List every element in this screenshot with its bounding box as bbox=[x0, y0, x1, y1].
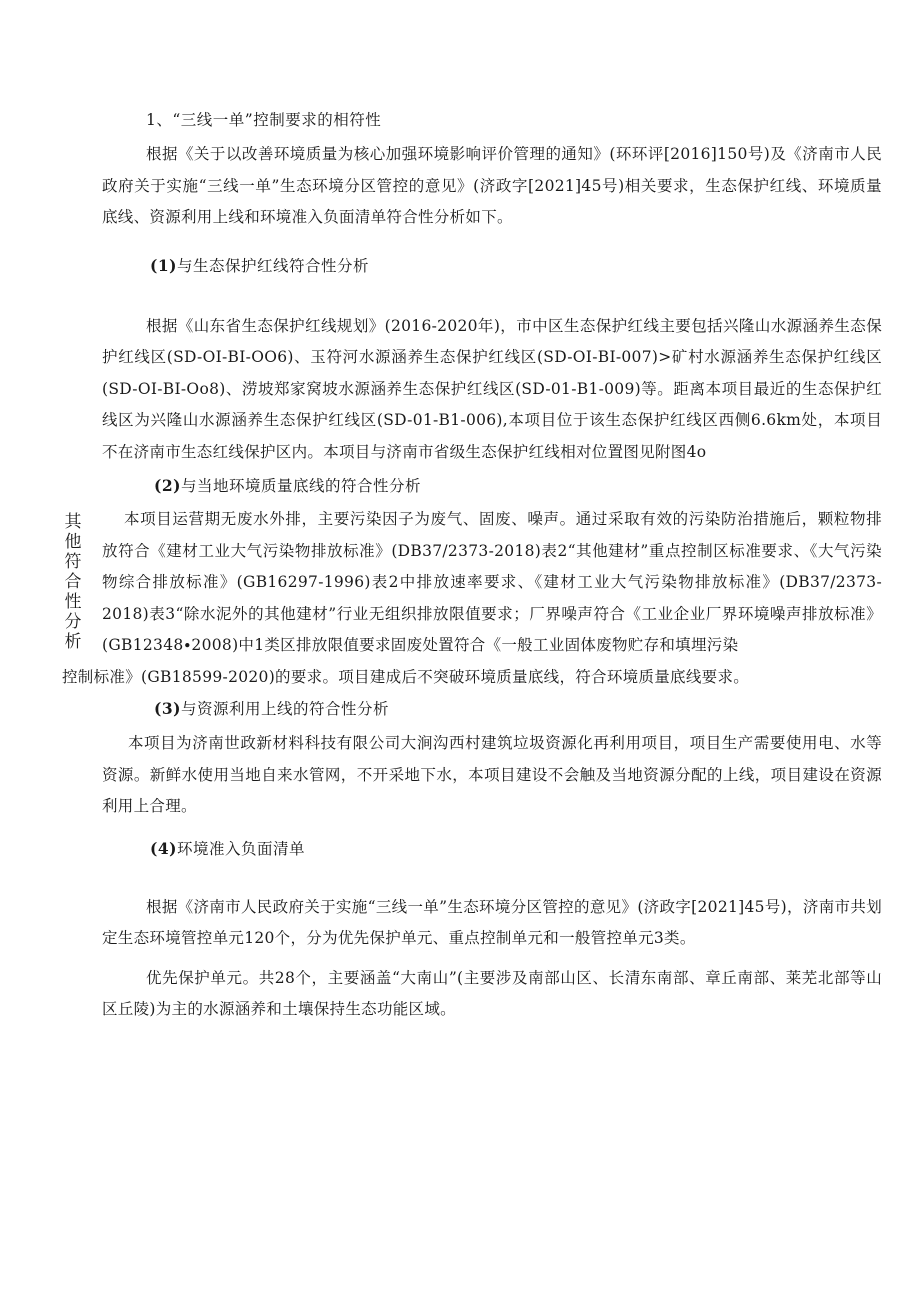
sub3-heading-num: (3) bbox=[154, 699, 181, 718]
side-label: 其他符合性分析 bbox=[64, 512, 82, 652]
section1-intro: 根据《关于以改善环境质量为核心加强环境影响评价管理的通知》(环环评[2016]150号)及《济南市人民政府关于实施“三线一单”生态环境分区管控的意见》(济政字[2021]45号)相关要求，生态保护红线、环境质量底线、资源利用上线和环境准入负面清单符合性分析如下。 bbox=[102, 145, 882, 226]
sub3-heading bbox=[154, 697, 882, 728]
sub3-body: 本项目为济南世政新材料科技有限公司大涧沟西村建筑垃圾资源化再利用项目，项目生产需要使用电、水等资源。新鲜水使用当地自来水管网，不开采地下水，本项目建设不会触及当地资源分配的上线，项目建设在资源利用上合理。 bbox=[102, 734, 882, 815]
sub2-heading-text: 与当地环境质量底线的符合性分析 bbox=[180, 477, 421, 495]
sub1-heading bbox=[150, 254, 882, 285]
section1-heading: 1、“三线一单”控制要求的相符性 bbox=[146, 111, 382, 129]
sub1-heading-num: (1) bbox=[150, 255, 177, 275]
sub2-heading bbox=[154, 474, 882, 504]
sub4-body1: 根据《济南市人民政府关于实施“三线一单”生态环境分区管控的意见》(济政字[2021]45号)，济南市共划定生态环境管控单元120个，分为优先保护单元、重点控制单元和一般管控单元3类。 bbox=[102, 897, 882, 947]
sub3-heading-text: 与资源利用上线的符合性分析 bbox=[180, 700, 389, 718]
sub2-heading-num: (2) bbox=[154, 476, 181, 495]
sub4-heading-text: 环境准入负面清单 bbox=[176, 839, 305, 858]
sub2-body-main: 本项目运营期无废水外排，主要污染因子为废气、固废、噪声。通过采取有效的污染防治措施后，颗粒物排放符合《建材工业大气污染物排放标准》(DB37/2373-2018)表2“其他建材”重点控制区标准要求、《大气污染物综合排放标准》(GB16297-1996)表2中排放速率要求、《建材工业大气污染物排放标准》(DB37/2373-2018)表3“除水泥外的其他建材”行业无组织排放限值要求；厂界噪声符合《工业企业厂界环境噪声排放标准》(GB12348∙2008)中1类区排放限值要求固废处置符合《一般工业固体废物贮存和填埋污染 bbox=[102, 510, 882, 654]
sub4-heading-num: (4) bbox=[150, 838, 177, 858]
sub2-body-last: 控制标准》(GB18599-2020)的要求。项目建成后不突破环境质量底线，符合环境质量底线要求。 bbox=[62, 667, 750, 686]
sub1-body: 根据《山东省生态保护红线规划》(2016-2020年)，市中区生态保护红线主要包括兴隆山水源涵养生态保护红线区(SD-OI-BI-OO6)、玉符河水源涵养生态保护红线区(SD-OI-BI-007)>矿村水源涵养生态保护红线区(SD-OI-BI-Oo8)、涝坡郑家窝坡水源涵养生态保护红线区(SD-01-B1-009)等。距离本项目最近的生态保护红线区为兴隆山水源涵养生态保护红线区(SD-01-B1-006),本项目位于该生态保护红线区西侧6.6km处，本项目不在济南市生态红线保护区内。本项目与济南市省级生态保护红线相对位置图见附图4o bbox=[102, 316, 882, 461]
sub1-heading-text: 与生态保护红线符合性分析 bbox=[176, 256, 369, 275]
sub4-heading bbox=[150, 837, 882, 868]
sub4-body2: 优先保护单元。共28个，主要涵盖“大南山”(主要涉及南部山区、长清东南部、章丘南部、莱芜北部等山区丘陵)为主的水源涵养和土壤保持生态功能区域。 bbox=[102, 968, 882, 1018]
